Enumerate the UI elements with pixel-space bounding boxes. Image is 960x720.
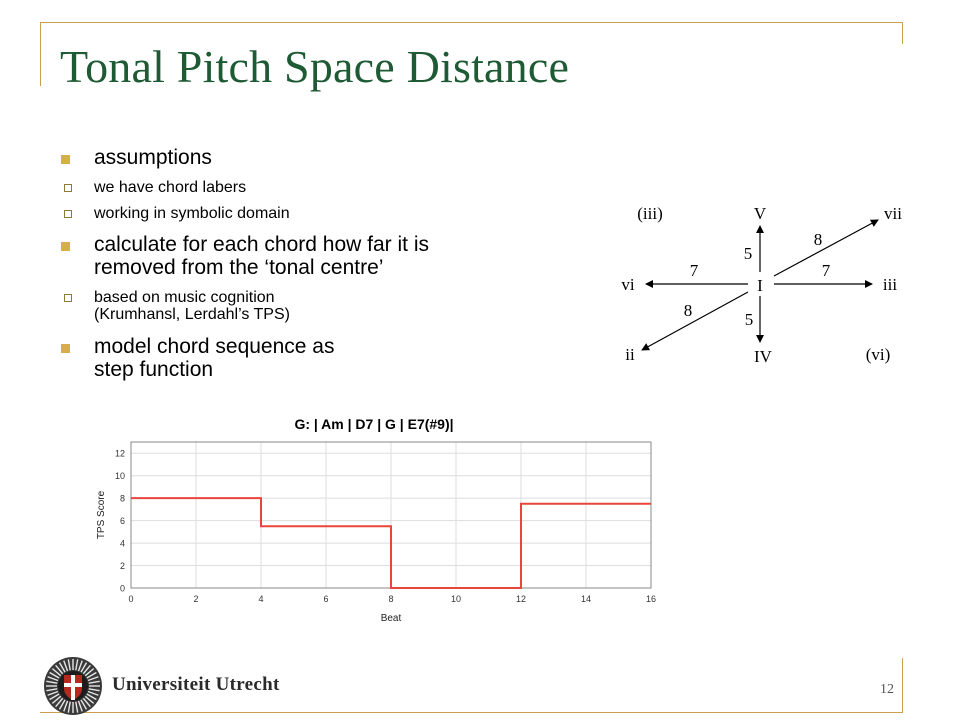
node-bottom-right-paren: (vi) [865, 345, 891, 364]
x-tick-label: 4 [258, 594, 264, 604]
bullet-line: removed from the ‘tonal centre’ [94, 256, 384, 279]
frame-top-rule [40, 22, 902, 23]
node-top: V [753, 204, 767, 223]
footer-right-rule [902, 658, 903, 713]
sub-bullet-cognition [60, 289, 580, 323]
checkbox-bullet-icon [64, 210, 72, 218]
y-tick-label: 2 [119, 561, 125, 572]
node-bottom-left: ii [625, 345, 635, 364]
tps-step-chart [84, 412, 664, 630]
x-tick-label: 12 [515, 594, 527, 604]
node-top-right: vii [884, 204, 902, 223]
y-axis-label: TPS Score [96, 490, 107, 540]
sub-bullet-text: based on music cognition [94, 289, 275, 306]
tps-chord-diagram [608, 192, 908, 372]
frame-right-rule [902, 22, 903, 44]
bullet-calculate [60, 233, 580, 279]
frame-left-rule [40, 22, 41, 86]
checkbox-bullet-icon [64, 294, 72, 302]
edge-label-down: 5 [744, 310, 754, 329]
x-tick-label: 6 [323, 594, 329, 604]
slide-title: Tonal Pitch Space Distance [60, 41, 570, 92]
chart-title: G: | Am | D7 | G | E7(#9)| [294, 416, 454, 432]
sub-bullet-text: working in symbolic domain [94, 205, 290, 222]
y-tick-label: 0 [119, 583, 125, 594]
x-tick-label: 10 [450, 594, 462, 604]
node-right: iii [882, 275, 898, 294]
x-tick-label: 14 [580, 594, 592, 604]
y-tick-label: 6 [119, 516, 125, 527]
x-axis-label: Beat [380, 613, 402, 624]
edge-label-upright: 8 [813, 230, 823, 249]
sub-bullet-text: (Krumhansl, Lerdahl’s TPS) [94, 306, 290, 323]
footer-rule [40, 712, 902, 713]
node-left: vi [621, 275, 635, 294]
node-bottom: IV [754, 347, 772, 366]
sub-bullet-text: we have chord labers [94, 179, 247, 196]
institution-name: Universiteit Utrecht [112, 674, 280, 695]
edge-label-right: 7 [821, 261, 831, 280]
x-tick-label: 8 [388, 594, 394, 604]
x-tick-label: 2 [193, 594, 199, 604]
x-tick-label: 16 [645, 594, 657, 604]
bullet-line: model chord sequence as [94, 335, 335, 358]
bullet-assumptions: assumptions [60, 146, 580, 169]
bullet-line: step function [94, 358, 214, 381]
edge-downleft [642, 292, 748, 350]
checkbox-bullet-icon [64, 184, 72, 192]
edge-label-downleft: 8 [683, 301, 693, 320]
sub-bullet-chord-labels [60, 179, 580, 196]
y-tick-label: 12 [114, 448, 125, 459]
university-seal-icon [42, 655, 104, 717]
y-tick-label: 4 [119, 538, 125, 549]
sub-bullet-symbolic [60, 205, 580, 222]
bullet-list [60, 146, 580, 381]
node-top-left-paren: (iii) [637, 204, 663, 223]
bullet-line: calculate for each chord how far it is [94, 233, 429, 256]
edge-label-left: 7 [689, 261, 699, 280]
page-number: 12 [880, 682, 894, 697]
edge-label-up: 5 [743, 244, 753, 263]
node-center: I [757, 276, 763, 295]
bullet-model [60, 335, 580, 381]
x-tick-label: 0 [128, 594, 134, 604]
y-tick-label: 8 [119, 493, 125, 504]
y-tick-label: 10 [114, 471, 125, 482]
